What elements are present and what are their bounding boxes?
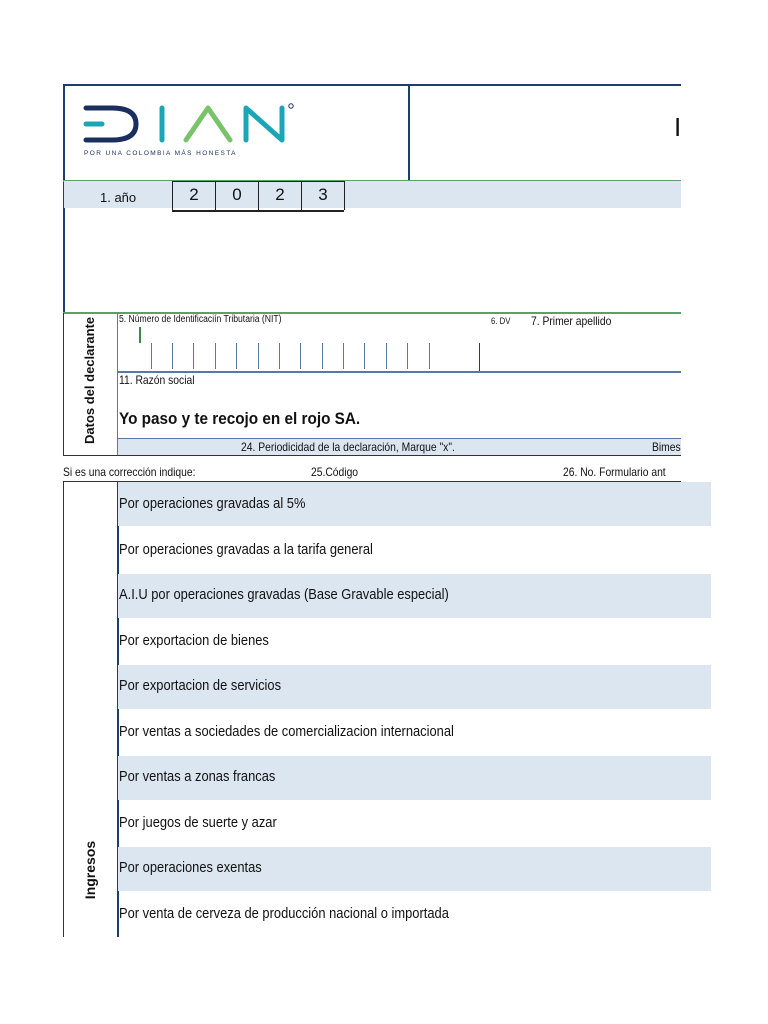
business-name-value[interactable]: Yo paso y te recojo en el rojo SA. bbox=[119, 409, 361, 428]
nit-row-bottom-border bbox=[118, 371, 681, 373]
header-logo-divider bbox=[408, 84, 410, 180]
income-row-label: Por exportacion de servicios bbox=[119, 677, 282, 694]
income-row-label: Por juegos de suerte y azar bbox=[119, 814, 277, 831]
dian-logo-tagline: POR UNA COLOMBIA MÁS HONESTA bbox=[84, 150, 237, 157]
year-digit-4[interactable]: 3 bbox=[318, 185, 328, 204]
dian-logo bbox=[82, 100, 302, 166]
income-section-label: Ingresos bbox=[82, 840, 98, 900]
year-box-divider bbox=[344, 181, 345, 210]
form-title-fragment: I bbox=[674, 112, 682, 142]
nit-cursor bbox=[139, 327, 141, 343]
surname-label: 7. Primer apellido bbox=[531, 314, 612, 328]
nit-digit-tick bbox=[386, 343, 387, 369]
header-top-border bbox=[63, 84, 681, 86]
nit-digit-tick bbox=[279, 343, 280, 369]
nit-digit-tick bbox=[193, 343, 194, 369]
income-frame-left bbox=[63, 481, 64, 937]
income-row-label: Por venta de cerveza de producción nacional o importada bbox=[119, 905, 449, 922]
income-row-label: Por operaciones gravadas al 5% bbox=[119, 495, 306, 512]
nit-digit-tick bbox=[236, 343, 237, 369]
nit-digit-tick bbox=[172, 343, 173, 369]
income-row-label: A.I.U por operaciones gravadas (Base Gravable especial) bbox=[119, 586, 449, 603]
nit-digit-tick bbox=[258, 343, 259, 369]
correction-row-top-border bbox=[63, 455, 681, 456]
correction-code-label: 25.Código bbox=[311, 465, 359, 479]
income-row-label: Por ventas a zonas francas bbox=[119, 768, 276, 785]
nit-digit-tick bbox=[215, 343, 216, 369]
nit-digit-tick bbox=[151, 343, 152, 369]
periodicity-label: 24. Periodicidad de la declaración, Marque "x". bbox=[241, 440, 455, 454]
year-band bbox=[64, 181, 681, 208]
nit-digit-tick bbox=[364, 343, 365, 369]
income-row-label: Por operaciones exentas bbox=[119, 859, 262, 876]
dv-label: 6. DV bbox=[491, 316, 511, 326]
nit-digit-tick bbox=[322, 343, 323, 369]
year-digit-2[interactable]: 0 bbox=[232, 185, 242, 204]
income-row-label: Por operaciones gravadas a la tarifa general bbox=[119, 541, 373, 558]
year-label: 1. año bbox=[100, 190, 137, 205]
business-name-label: 11. Razón social bbox=[119, 373, 195, 387]
declarant-section-label: Datos del declarante bbox=[82, 316, 97, 444]
nit-label: 5. Número de Identificaciín Tributaria (NIT) bbox=[119, 314, 282, 325]
nit-digit-tick bbox=[429, 343, 430, 369]
year-digit-3[interactable]: 2 bbox=[275, 185, 285, 204]
nit-dv-divider bbox=[479, 343, 480, 371]
previous-form-label: 26. No. Formulario ant bbox=[563, 465, 666, 479]
nit-digit-tick bbox=[343, 343, 344, 369]
nit-digit-tick bbox=[407, 343, 408, 369]
nit-digit-tick bbox=[300, 343, 301, 369]
previous-form-label-clip bbox=[563, 465, 682, 481]
periodicity-option-bimestral[interactable]: Bimes bbox=[652, 440, 681, 454]
year-digit-1[interactable]: 2 bbox=[189, 185, 199, 204]
correction-prompt: Si es una corrección indique: bbox=[63, 465, 196, 479]
income-row-label: Por exportacion de bienes bbox=[119, 632, 269, 649]
income-row-label: Por ventas a sociedades de comercializacion internacional bbox=[119, 723, 454, 740]
declarant-frame-left bbox=[63, 313, 64, 455]
